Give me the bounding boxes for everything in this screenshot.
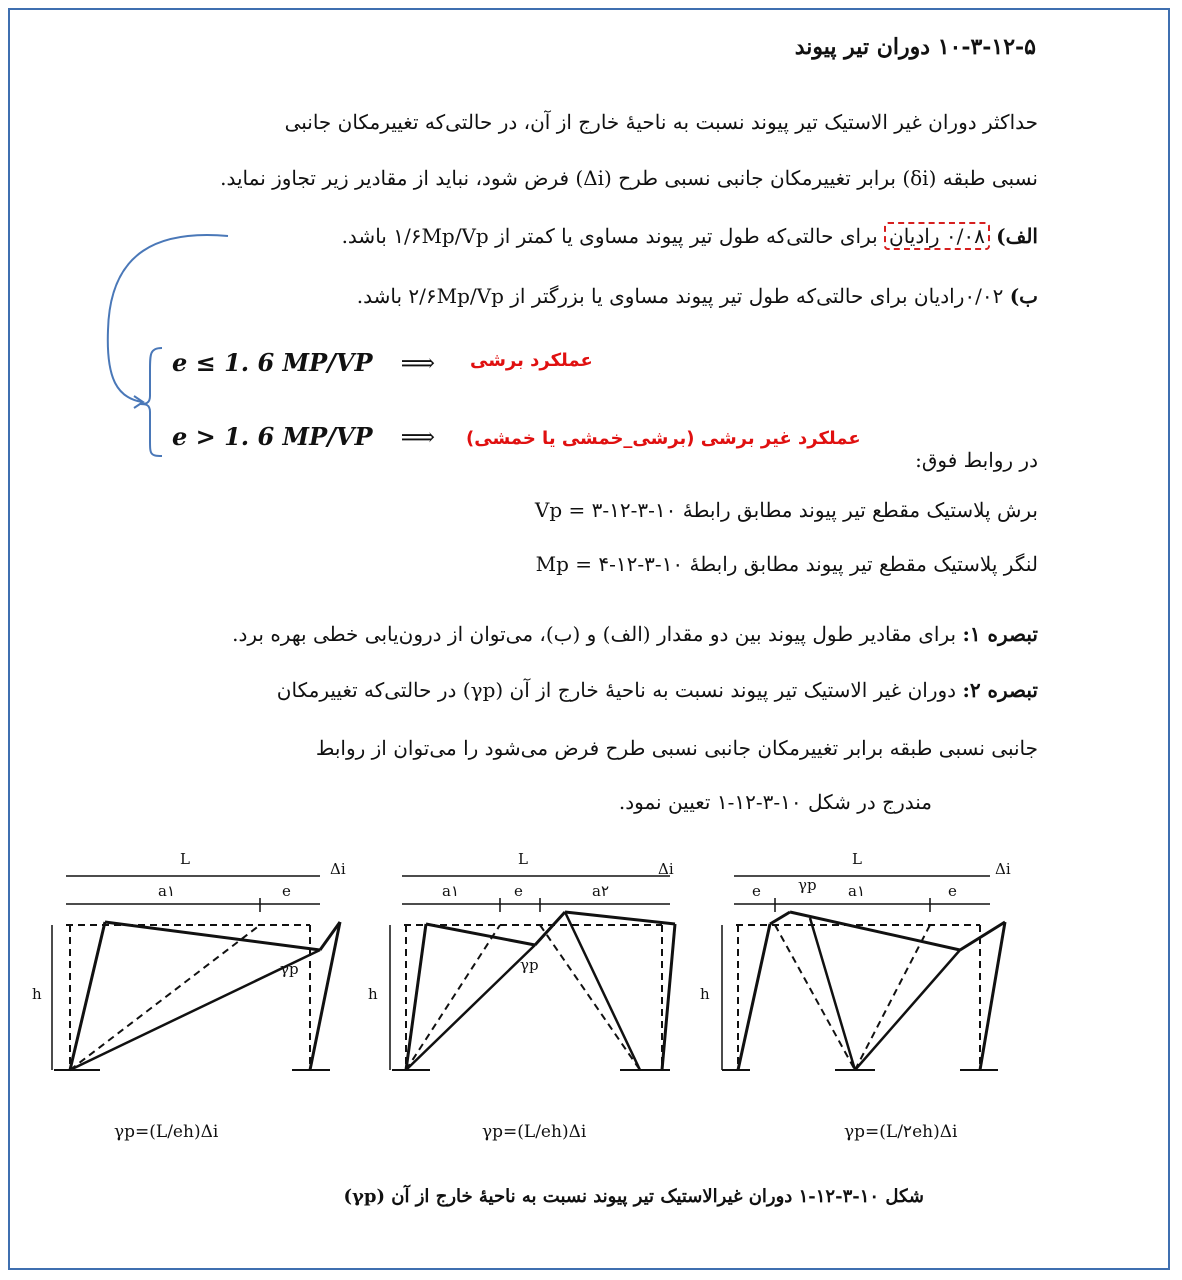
paragraph-line-1: حداکثر دوران غیر الاستیک تیر پیوند نسبت به ناحیهٔ خارج از آن، در حالتی‌که تغییرمکان جانبی bbox=[284, 110, 1038, 134]
equation-1-text: e ≤ 1. 6 MP/VP bbox=[172, 348, 373, 377]
equation-1 bbox=[172, 348, 435, 377]
link-rotation-figure bbox=[30, 850, 1150, 1170]
note-1 bbox=[232, 622, 1038, 646]
implies-icon: ⟹ bbox=[400, 423, 436, 451]
note-2-line-3: مندرج در شکل ۱۰-۳-۱۲-۱ تعیین نمود. bbox=[618, 790, 932, 814]
formula-frame-2: γp=(L/eh)Δi bbox=[482, 1122, 587, 1142]
paragraph-line-2: نسبی طبقه (δi) برابر تغییرمکان جانبی نسبی طرح (Δi) فرض شود، نباید از مقادیر زیر تجاوز نماید. bbox=[220, 166, 1038, 190]
label-gamma-2: γp bbox=[520, 956, 539, 974]
item-alef-text: برای حالتی‌که طول تیر پیوند مساوی یا کمتر از bbox=[495, 224, 878, 248]
note-2-line-2: جانبی نسبی طبقه برابر تغییرمکان جانبی نسبی طرح فرض می‌شود را می‌توان از روابط bbox=[315, 736, 1038, 760]
note-1-label: تبصره ۱: bbox=[962, 622, 1038, 646]
formula-frame-1: γp=(L/eh)Δi bbox=[114, 1122, 219, 1142]
label-delta-3: Δi bbox=[995, 860, 1011, 878]
label-L-3: L bbox=[852, 850, 862, 868]
note-shear: عملکرد برشی bbox=[470, 350, 593, 371]
figure-caption: شکل ۱۰-۳-۱۲-۱ دوران غیرالاستیک تیر پیوند نسبت به ناحیهٔ خارج از آن (γp) bbox=[343, 1186, 924, 1207]
label-a1-1: a۱ bbox=[158, 882, 175, 900]
label-delta-2: Δi bbox=[658, 860, 674, 878]
label-a1-3: a۱ bbox=[848, 882, 865, 900]
item-be-formula: ۲/۶Mp/Vp bbox=[408, 284, 504, 308]
item-alef-end: باشد. bbox=[341, 224, 387, 248]
label-L-1: L bbox=[180, 850, 190, 868]
label-h-2: h bbox=[368, 985, 378, 1003]
relation-vp: Vp = برش پلاستیک مقطع تیر پیوند مطابق رابطهٔ ۱۰-۳-۱۲-۳ bbox=[534, 498, 1038, 522]
formula-frame-3: γp=(L/۲eh)Δi bbox=[844, 1122, 958, 1142]
label-e-3b: e bbox=[948, 882, 957, 900]
note-2 bbox=[277, 678, 1038, 702]
equation-2 bbox=[172, 422, 435, 451]
relations-intro: در روابط فوق: bbox=[915, 448, 1038, 472]
label-gamma-1: γp bbox=[280, 960, 299, 978]
item-alef-formula: ۱/۶Mp/Vp bbox=[393, 224, 489, 248]
note-2-line-1: دوران غیر الاستیک تیر پیوند نسبت به ناحیهٔ خارج از آن (γp) در حالتی‌که تغییرمکان bbox=[276, 678, 957, 702]
label-h-1: h bbox=[32, 985, 42, 1003]
note-non-shear: عملکرد غیر برشی (برشی_خمشی یا خمشی) bbox=[466, 428, 861, 449]
label-delta-1: Δi bbox=[330, 860, 346, 878]
label-gamma-3: γp bbox=[798, 876, 817, 894]
label-e-1: e bbox=[282, 882, 291, 900]
implies-icon: ⟹ bbox=[400, 349, 436, 377]
label-a2-2: a۲ bbox=[592, 882, 609, 900]
section-heading: ۱۰-۳-۱۲-۵ دوران تیر پیوند bbox=[794, 34, 1036, 60]
equation-2-text: e > 1. 6 MP/VP bbox=[172, 422, 373, 451]
label-e-2: e bbox=[514, 882, 523, 900]
item-alef-value: ۰/۰۸ رادیان bbox=[884, 222, 990, 250]
label-e-3a: e bbox=[752, 882, 761, 900]
item-alef-label: الف) bbox=[996, 224, 1038, 248]
frame-3 bbox=[722, 876, 1005, 1070]
label-L-2: L bbox=[518, 850, 528, 868]
item-be-end: باشد. bbox=[356, 284, 403, 308]
label-h-3: h bbox=[700, 985, 710, 1003]
relation-mp: Mp = لنگر پلاستیک مقطع تیر پیوند مطابق رابطهٔ ۱۰-۳-۱۲-۴ bbox=[535, 552, 1038, 576]
label-a1-2: a۱ bbox=[442, 882, 459, 900]
note-1-text: برای مقادیر طول پیوند بین دو مقدار (الف) و (ب)، می‌توان از درون‌یابی خطی بهره برد. bbox=[232, 622, 957, 646]
note-2-label: تبصره ۲: bbox=[962, 678, 1038, 702]
item-be-label: ب) bbox=[1009, 284, 1038, 308]
frames-diagram bbox=[30, 850, 1150, 1090]
annotation-arrow bbox=[0, 0, 1182, 480]
item-be-text: ۰/۰۲رادیان برای حالتی‌که طول تیر پیوند مساوی یا بزرگتر از bbox=[510, 284, 1004, 308]
